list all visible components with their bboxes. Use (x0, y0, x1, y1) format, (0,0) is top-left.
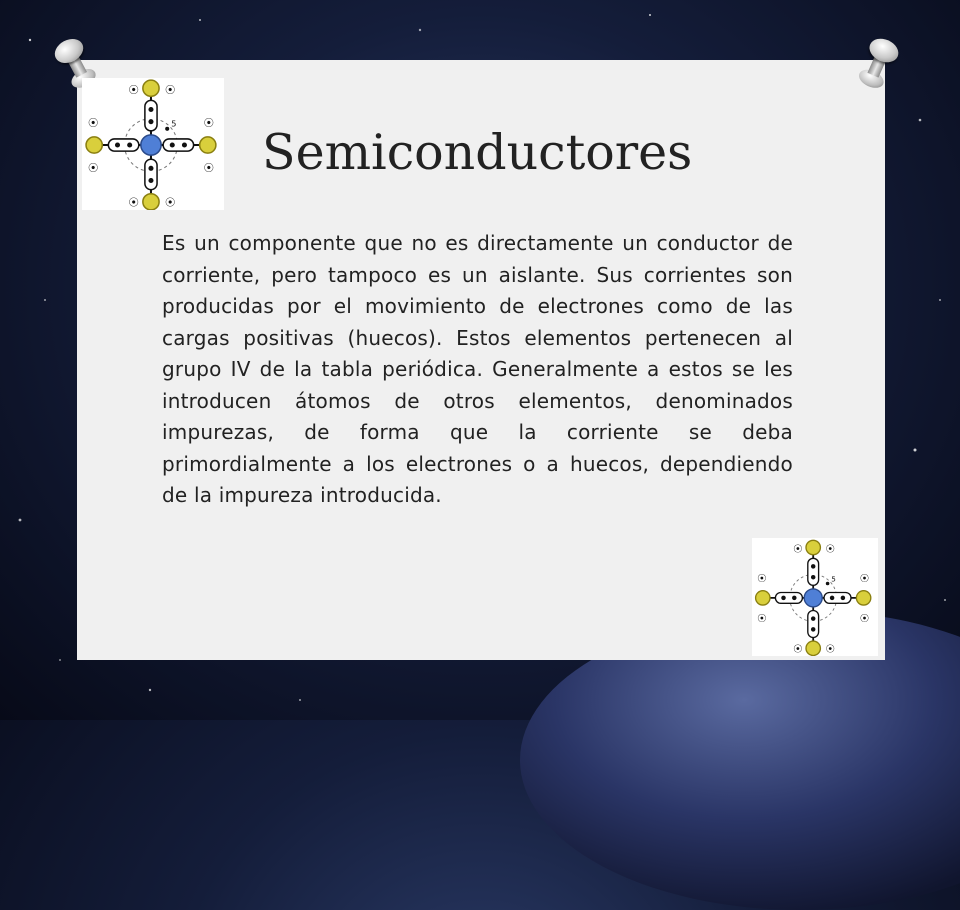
crystal-lattice-image (82, 78, 224, 210)
neighbor-atom (200, 137, 216, 153)
neighbor-atom (143, 80, 159, 96)
lattice-diagram (752, 538, 878, 656)
svg-text:⦿: ⦿ (825, 644, 835, 655)
svg-text:⦿: ⦿ (128, 197, 139, 209)
svg-text:⦿: ⦿ (860, 574, 870, 585)
svg-text:⦿: ⦿ (88, 118, 99, 130)
neighbor-atom (856, 591, 870, 605)
neighbor-atom (806, 540, 820, 554)
svg-text:⦿: ⦿ (825, 545, 835, 555)
svg-text:⦿: ⦿ (128, 85, 139, 97)
neighbor-atom (806, 641, 820, 655)
svg-text:⦿: ⦿ (165, 197, 176, 209)
lattice-diagram (82, 78, 224, 210)
crystal-lattice-image (752, 538, 878, 656)
svg-text:5: 5 (171, 118, 177, 129)
slide-body-text: Es un componente que no es directamente un conductor de corriente, pero tampoco es un aislante. Sus corrientes son producidas por el movimiento de electrones como de las cargas positivas (huecos). Estos elementos pertenecen al grupo IV de la tabla periódica. Generalmente a estos se les introducen átomos de otros elementos, denominados impurezas, de forma que la corriente se deba primordialmente a los electrones o a huecos, dependiendo de la impureza introducida. (162, 231, 793, 507)
svg-text:⦿: ⦿ (165, 85, 176, 97)
svg-text:⦿: ⦿ (203, 118, 214, 130)
neighbor-atom (756, 591, 770, 605)
svg-text:⦿: ⦿ (757, 614, 767, 625)
center-atom (141, 135, 161, 155)
svg-text:⦿: ⦿ (793, 644, 803, 655)
svg-text:⦿: ⦿ (793, 545, 803, 555)
svg-text:⦿: ⦿ (757, 574, 767, 585)
svg-text:⦿: ⦿ (860, 614, 870, 625)
svg-text:5: 5 (831, 574, 836, 584)
svg-text:⦿: ⦿ (203, 163, 214, 175)
slide-title: Semiconductores (262, 124, 693, 181)
svg-text:⦿: ⦿ (88, 163, 99, 175)
center-atom (804, 589, 822, 607)
neighbor-atom (86, 137, 102, 153)
neighbor-atom (143, 194, 159, 210)
